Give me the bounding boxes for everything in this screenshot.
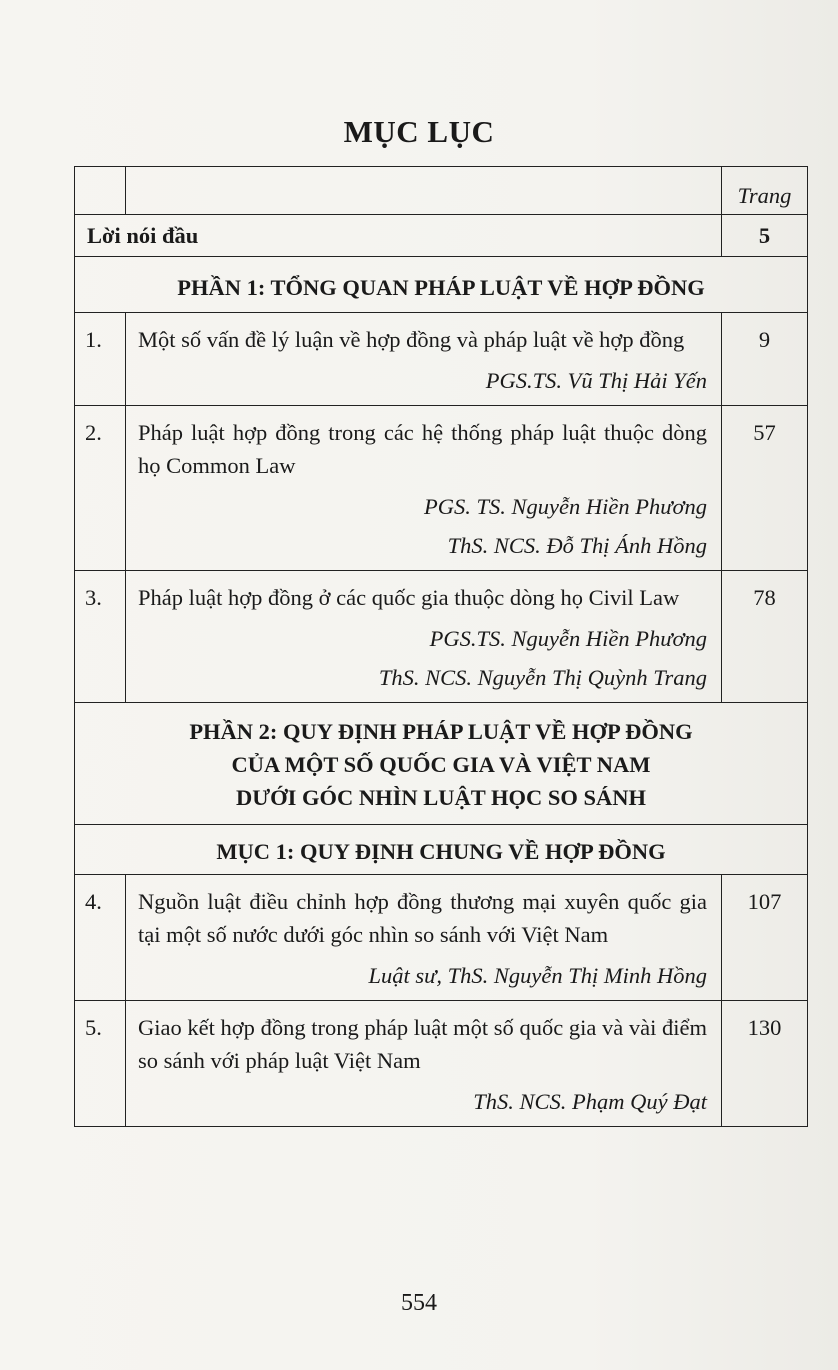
part2-line: PHẦN 2: QUY ĐỊNH PHÁP LUẬT VỀ HỢP ĐỒNG xyxy=(189,719,693,744)
entry-item xyxy=(126,571,722,703)
entry-author: PGS.TS. Nguyễn Hiền Phương xyxy=(429,626,707,651)
entry-item xyxy=(126,875,722,1001)
preface-page: 5 xyxy=(722,215,808,257)
toc-entry xyxy=(75,875,808,1001)
entry-title: Nguồn luật điều chỉnh hợp đồng thương mại xuyên quốc gia tại một số nước dưới góc nhìn so sánh với Việt Nam xyxy=(138,889,707,947)
entry-author: ThS. NCS. Phạm Quý Đạt xyxy=(473,1089,707,1114)
entry-title: Pháp luật hợp đồng ở các quốc gia thuộc dòng họ Civil Law xyxy=(138,585,680,610)
entry-author: PGS.TS. Vũ Thị Hải Yến xyxy=(485,368,707,393)
entry-author: ThS. NCS. Nguyễn Thị Quỳnh Trang xyxy=(378,665,707,690)
part1-heading: PHẦN 1: TỔNG QUAN PHÁP LUẬT VỀ HỢP ĐỒNG xyxy=(75,257,808,313)
toc-entry xyxy=(75,571,808,703)
entry-number: 2. xyxy=(75,406,126,571)
toc-entry xyxy=(75,406,808,571)
preface-label: Lời nói đầu xyxy=(75,215,722,257)
entry-author: PGS. TS. Nguyễn Hiền Phương xyxy=(424,494,707,519)
entry-number: 5. xyxy=(75,1001,126,1127)
part2-line: DƯỚI GÓC NHÌN LUẬT HỌC SO SÁNH xyxy=(235,785,647,810)
entry-number: 3. xyxy=(75,571,126,703)
toc-row-part1 xyxy=(75,257,808,313)
part2-line: CỦA MỘT SỐ QUỐC GIA VÀ VIỆT NAM xyxy=(231,752,651,777)
entry-item xyxy=(126,313,722,406)
toc-entry xyxy=(75,1001,808,1127)
entry-number: 4. xyxy=(75,875,126,1001)
entry-title: Giao kết hợp đồng trong pháp luật một số quốc gia và vài điểm so sánh với pháp luật Việt Nam xyxy=(138,1015,707,1073)
toc-header-row xyxy=(75,167,808,215)
toc-row-muc1 xyxy=(75,825,808,875)
entry-page: 78 xyxy=(722,571,808,703)
entry-title: Pháp luật hợp đồng trong các hệ thống pháp luật thuộc dòng họ Common Law xyxy=(138,420,707,478)
entry-page: 130 xyxy=(722,1001,808,1127)
entry-item xyxy=(126,406,722,571)
muc1-heading: MỤC 1: QUY ĐỊNH CHUNG VỀ HỢP ĐỒNG xyxy=(75,825,808,875)
entry-page: 107 xyxy=(722,875,808,1001)
entry-title: Một số vấn đề lý luận về hợp đồng và pháp luật về hợp đồng xyxy=(138,327,685,352)
entry-author: Luật sư, ThS. Nguyễn Thị Minh Hồng xyxy=(368,963,707,988)
page-number: 554 xyxy=(401,1290,437,1316)
toc-table xyxy=(74,166,808,1127)
toc-row-part2 xyxy=(75,703,808,825)
entry-number: 1. xyxy=(75,313,126,406)
toc-entry xyxy=(75,313,808,406)
page-column-label: Trang xyxy=(722,167,808,215)
entry-author: ThS. NCS. Đỗ Thị Ánh Hồng xyxy=(447,533,707,558)
entry-page: 57 xyxy=(722,406,808,571)
toc-title: MỤC LỤC xyxy=(343,114,495,149)
entry-page: 9 xyxy=(722,313,808,406)
entry-item xyxy=(126,1001,722,1127)
toc-row-preface xyxy=(75,215,808,257)
part2-heading xyxy=(75,703,808,825)
